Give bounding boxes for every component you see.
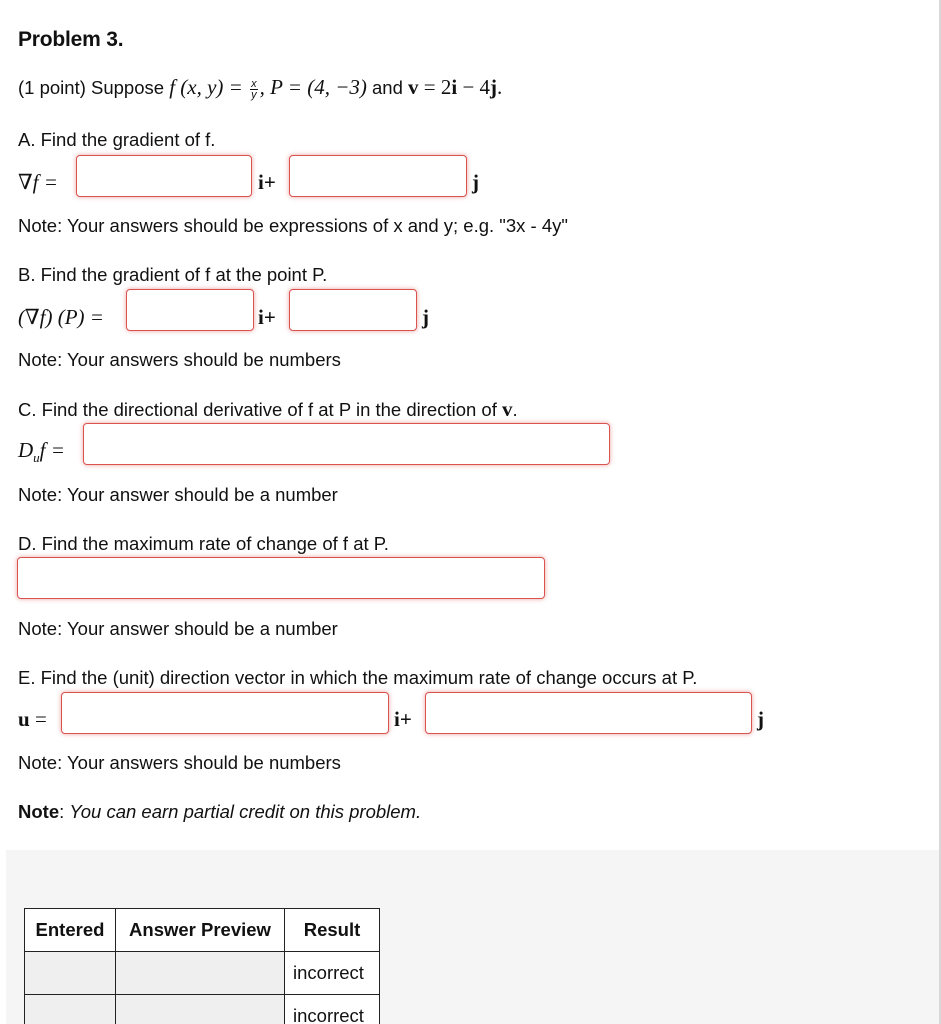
preview-cell [116,995,285,1024]
fraction-x-over-y [250,79,258,100]
part-b-lhs: (∇f) (P) = [18,305,104,329]
part-c-vector-v: v [502,397,513,421]
part-c-heading-end: . [512,399,518,420]
part-c-lhs-d: D [18,438,34,462]
part-b-j-input[interactable] [289,289,417,331]
part-e-j-label: j [757,707,764,731]
points-text: (1 point) Suppose [18,77,165,98]
part-d-input[interactable] [17,557,545,599]
results-table [24,908,380,1024]
table-row [25,995,380,1024]
header-answer-preview: Answer Preview [116,909,285,952]
fraction-denominator: y [251,88,257,101]
part-e-lhs [18,707,47,732]
part-e-heading: E. Find the (unit) direction vector in which the maximum rate of change occurs at P. [18,667,698,688]
results-header-row [25,909,380,952]
result-cell: incorrect [285,995,380,1024]
part-c-heading-text: C. Find the directional derivative of f at P in the direction of [18,399,502,420]
unit-i-symbol: i [451,75,458,99]
problem-title: Problem 3. [18,28,124,51]
entered-cell [25,995,116,1024]
function-lhs: f (x, y) = [169,75,249,99]
entered-cell [25,952,116,995]
vector-v-rhs: = 2 [418,75,452,99]
part-a-j-label: j [472,170,479,194]
part-b-note: Note: Your answers should be numbers [18,349,341,370]
part-d-heading: D. Find the maximum rate of change of f at P. [18,533,389,554]
part-a-i-label: i+ [258,170,276,194]
part-a-lhs: ∇f = [18,170,58,194]
part-b-j-label: j [422,305,429,329]
preview-cell [116,952,285,995]
fraction-numerator: x [251,77,257,90]
part-d-note: Note: Your answer should be a number [18,618,338,639]
partial-credit-colon: : [59,801,70,822]
vector-v-symbol: v [408,75,419,99]
partial-credit-note [18,801,421,823]
and-text: and [366,77,409,98]
part-c-note: Note: Your answer should be a number [18,484,338,505]
part-e-j-input[interactable] [425,692,752,734]
vector-v-minus: − 4 [457,75,491,99]
part-e-lhs-u: u [18,707,30,731]
header-result: Result [285,909,380,952]
part-b-heading: B. Find the gradient of f at the point P. [18,264,328,285]
part-c-input[interactable] [83,423,610,465]
header-entered: Entered [25,909,116,952]
unit-j-symbol: j [490,75,498,99]
part-a-i-input[interactable] [76,155,252,197]
partial-credit-label: Note [18,801,60,822]
statement-period: . [497,75,503,99]
part-c-heading [18,398,518,421]
problem-statement [18,76,502,100]
part-a-heading: A. Find the gradient of f. [18,129,216,150]
part-e-note: Note: Your answers should be numbers [18,752,341,773]
part-e-i-input[interactable] [61,692,389,734]
part-b-i-input[interactable] [126,289,254,331]
partial-credit-text: You can earn partial credit on this problem. [69,801,422,822]
part-c-lhs [18,438,65,466]
result-cell: incorrect [285,952,380,995]
part-e-lhs-eq: = [29,707,47,731]
part-c-lhs-rest: f = [39,438,65,462]
part-c-lhs-subscript-u: u [33,450,40,466]
part-e-i-label: i+ [394,707,412,731]
table-row [25,952,380,995]
point-p-text: , P = (4, −3) [259,75,367,99]
part-a-note: Note: Your answers should be expressions of x and y; e.g. "3x - 4y" [18,215,568,236]
part-b-i-label: i+ [258,305,276,329]
part-a-j-input[interactable] [289,155,467,197]
